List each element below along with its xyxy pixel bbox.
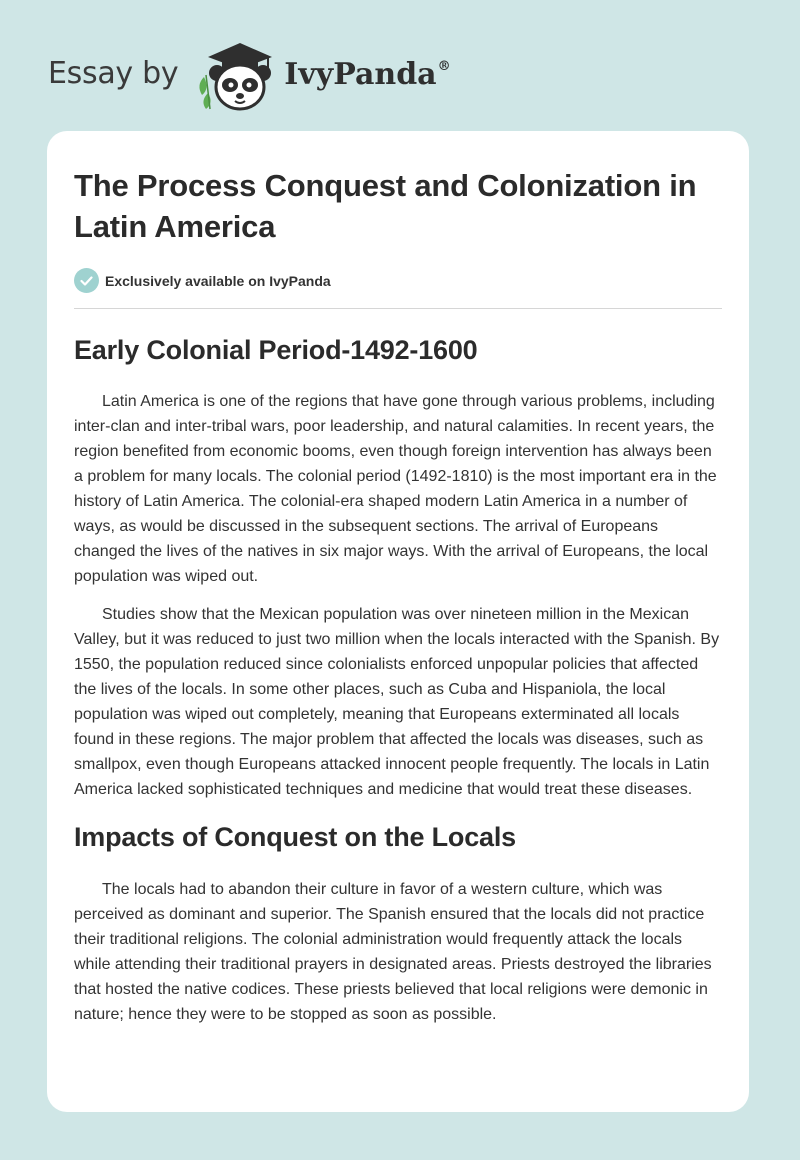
essay-by-label: Essay by xyxy=(48,55,179,91)
badge-text: Exclusively available on IvyPanda xyxy=(105,272,331,289)
brand-name[interactable] xyxy=(284,57,450,92)
paragraph: Latin America is one of the regions that have gone through various problems, including inter-clan and inter-tribal wars, poor leadership, and natural calamities. In recent years, the region benefited from economic booms, even though foreign intervention has always been a problem for many locals. The colonial period (1492-1810) is the most important era in the history of Latin America. The colonial-era shaped modern Latin America in a number of ways, as would be discussed in the subsequent sections. The arrival of Europeans changed the lives of the natives in six major ways. With the arrival of Europeans, the local population was wiped out. xyxy=(74,393,717,585)
section-heading: Early Colonial Period-1492-1600 xyxy=(74,335,478,365)
check-icon xyxy=(74,268,99,293)
divider xyxy=(74,308,722,309)
exclusive-badge xyxy=(74,268,722,293)
paragraph: Studies show that the Mexican population was over nineteen million in the Mexican Valley, but it was reduced to just two million when the locals interacted with the Spanish. By 1550, the population reduced since colonialists enforced unpopular policies that affected the lives of the locals. In some other places, such as Cuba and Hispaniola, the local population was wiped out completely, meaning that Europeans exterminated all locals found in these regions. The major problem that affected the locals was diseases, such as smallpox, even though Europeans attacked innocent people frequently. The locals in Latin America lacked sophisticated techniques and medicine that would treat these diseases. xyxy=(74,606,720,798)
section-heading: Impacts of Conquest on the Locals xyxy=(74,822,516,852)
brand-text: IvyPanda xyxy=(284,56,437,92)
registered-mark: ® xyxy=(437,58,451,74)
article-card xyxy=(47,131,749,1112)
paragraph: The locals had to abandon their culture in favor of a western culture, which was perceived as dominant and superior. The Spanish ensured that the locals did not practice their traditional religions. The colonial administration would frequently attack the locals while attending their traditional prayers in designated areas. Priests destroyed the libraries that hosted the native codices. These priests believed that local religions were demonic in nature; hence they were to be stopped as soon as possible. xyxy=(74,881,712,1023)
site-header xyxy=(48,36,451,116)
article-title: The Process Conquest and Colonization in Latin America xyxy=(74,168,697,244)
ivypanda-logo-icon[interactable] xyxy=(190,39,280,113)
